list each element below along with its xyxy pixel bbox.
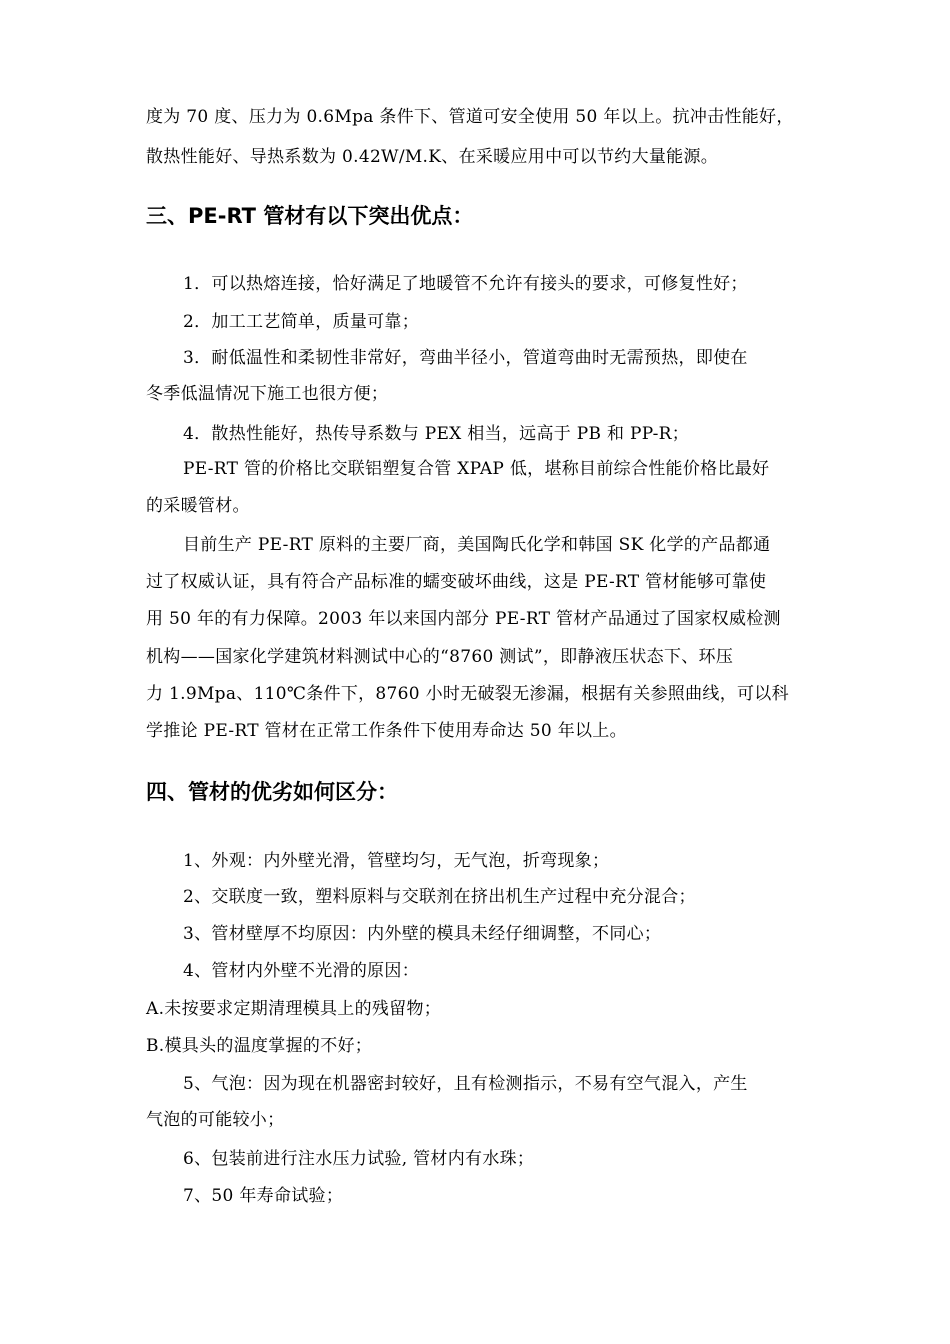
list-item: 1．可以热熔连接，恰好满足了地暖管不允许有接头的要求，可修复性好； xyxy=(183,274,748,294)
list-item: 2．加工工艺简单，质量可靠； xyxy=(183,312,420,332)
paragraph-line: 学推论 PE-RT 管材在正常工作条件下使用寿命达 50 年以上。 xyxy=(146,721,627,741)
section-heading: 四、管材的优劣如何区分： xyxy=(146,780,398,804)
paragraph-line: 度为 70 度、压力为 0.6Mpa 条件下、管道可安全使用 50 年以上。抗冲击性能好， xyxy=(146,107,794,127)
list-item: 1、外观：内外壁光滑，管壁均匀，无气泡，折弯现象； xyxy=(183,851,610,871)
list-item: 2、交联度一致，塑料原料与交联剂在挤出机生产过程中充分混合； xyxy=(183,887,696,907)
paragraph-line: 用 50 年的有力保障。2003 年以来国内部分 PE-RT 管材产品通过了国家权威检测 xyxy=(146,609,781,629)
list-item: 3．耐低温性和柔韧性非常好，弯曲半径小，管道弯曲时无需预热，即使在 xyxy=(183,348,748,368)
paragraph-line: 力 1.9Mpa、110℃条件下，8760 小时无破裂无渗漏，根据有关参照曲线，可以科 xyxy=(146,684,789,704)
paragraph-line: 目前生产 PE-RT 原料的主要厂商，美国陶氏化学和韩国 SK 化学的产品都通 xyxy=(183,535,771,555)
section-heading: 三、PE-RT 管材有以下突出优点： xyxy=(146,204,474,228)
list-item: 4．散热性能好，热传导系数与 PEX 相当，远高于 PB 和 PP-R； xyxy=(183,424,690,444)
list-subitem: B.模具头的温度掌握的不好； xyxy=(146,1036,373,1056)
list-item: 6、包装前进行注水压力试验, 管材内有水珠； xyxy=(183,1149,535,1169)
list-item: 5、气泡：因为现在机器密封较好，且有检测指示，不易有空气混入，产生 xyxy=(183,1074,748,1094)
paragraph-line: 的采暖管材。 xyxy=(146,496,250,516)
list-item: 4、管材内外壁不光滑的原因： xyxy=(183,961,420,981)
list-item: 7、50 年寿命试验； xyxy=(183,1186,344,1206)
paragraph-line: 机构——国家化学建筑材料测试中心的“8760 测试”，即静液压状态下、环压 xyxy=(146,647,734,667)
list-subitem: A.未按要求定期清理模具上的残留物； xyxy=(146,999,442,1019)
list-item: 3、管材壁厚不均原因：内外壁的模具未经仔细调整，不同心； xyxy=(183,924,662,944)
paragraph-line: PE-RT 管的价格比交联铝塑复合管 XPAP 低，堪称目前综合性能价格比最好 xyxy=(183,459,770,479)
paragraph-line: 过了权威认证，具有符合产品标准的蠕变破坏曲线，这是 PE-RT 管材能够可靠使 xyxy=(146,572,767,592)
list-item-continued: 气泡的可能较小； xyxy=(146,1110,285,1130)
list-item-continued: 冬季低温情况下施工也很方便； xyxy=(146,384,389,404)
paragraph-line: 散热性能好、导热系数为 0.42W/M.K、在采暖应用中可以节约大量能源。 xyxy=(146,147,719,167)
